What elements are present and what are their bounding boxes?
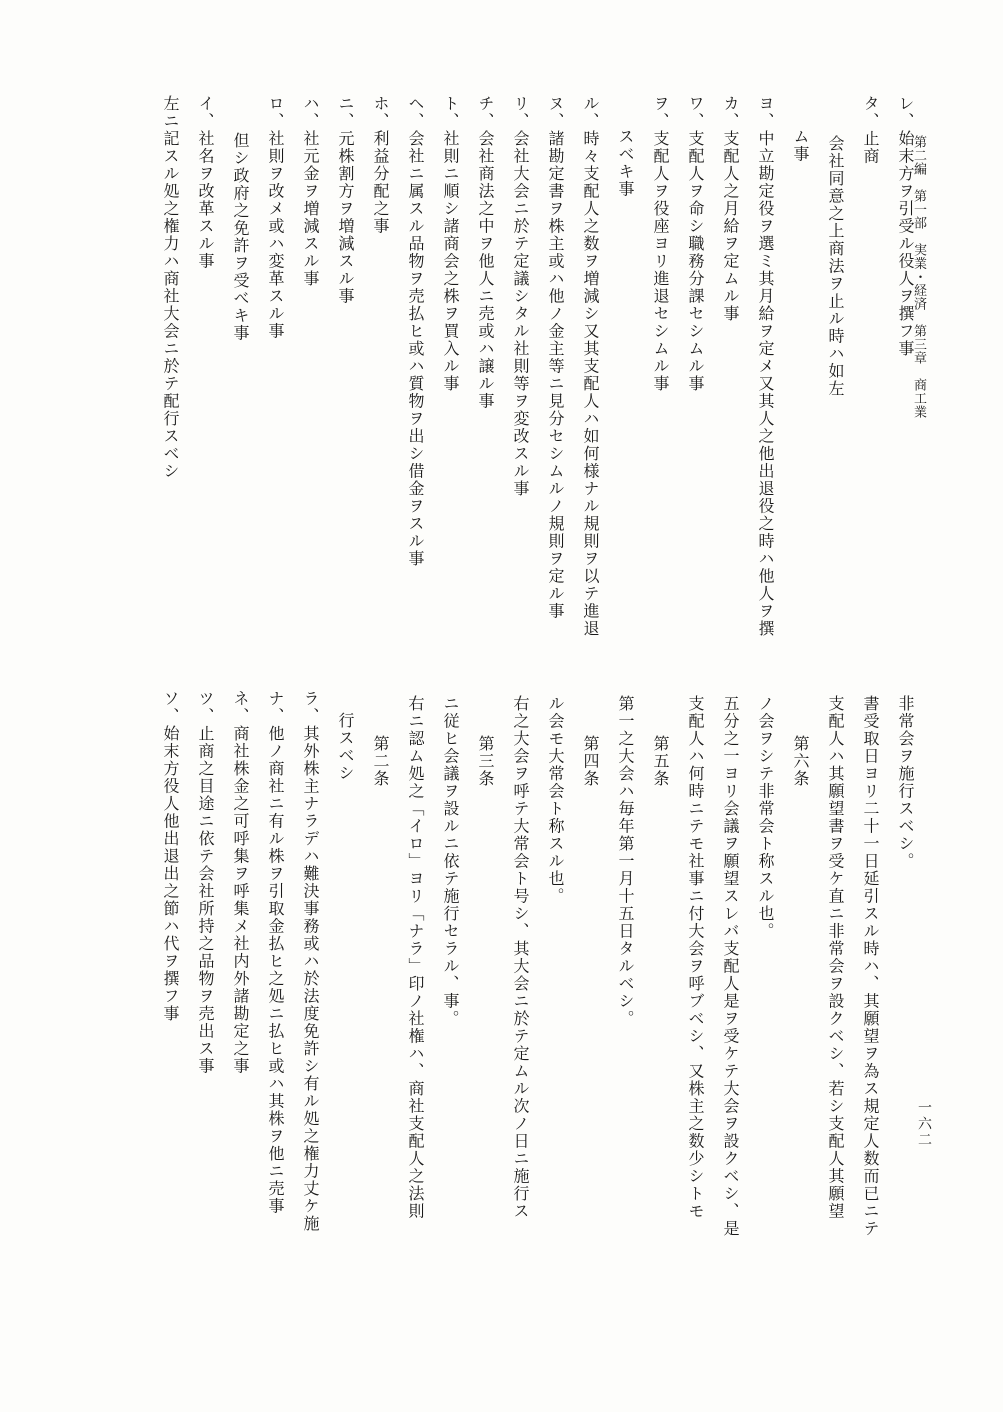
text-line: 左ニ記スル処之権力ハ商社大会ニ於テ配行スベシ	[161, 95, 180, 480]
text-line: ハ、社元金ヲ増減スル事	[301, 95, 320, 288]
text-line: ニ、元株割方ヲ増減スル事	[336, 95, 355, 305]
page-number: 一六二	[916, 1100, 932, 1148]
text-line: 会社同意之上商法ヲ止ル時ハ如左	[826, 135, 845, 398]
text-line: 非常会ヲ施行スベシ。	[896, 695, 915, 870]
text-line: チ、会社商法之中ヲ他人ニ売或ハ譲ル事	[476, 95, 495, 410]
text-line: レ、始末方ヲ引受ル役人ヲ撰フ事	[896, 95, 915, 358]
text-line: ソ、始末方役人他出退出之節ハ代ヲ撰フ事	[161, 690, 180, 1023]
text-line: ヘ、会社ニ属スル品物ヲ売払ヒ或ハ質物ヲ出シ借金ヲスル事	[406, 95, 425, 568]
text-line: ラ、其外株主ナラデハ難決事務或ハ於法度免許シ有ル処之権力丈ケ施	[301, 690, 320, 1233]
running-head: 第二編 第一部 実業・経済 第三章 商工業	[911, 135, 926, 419]
text-line: ヨ、中立勘定役ヲ選ミ其月給ヲ定メ又其人之他出退役之時ハ他人ヲ撰	[756, 95, 775, 638]
text-line: 書受取日ヨリ二十一日延引スル時ハ、其願望ヲ為ス規定人数而已ニテ	[861, 695, 880, 1238]
text-line: ト、社則ニ順シ諸商会之株ヲ買入ル事	[441, 95, 460, 393]
text-line: 支配人ハ何時ニテモ社事ニ付大会ヲ呼ブベシ、又株主之数少シトモ	[686, 695, 705, 1220]
text-line: ナ、他ノ商社ニ有ル株ヲ引取金払ヒ之処ニ払ヒ或ハ其株ヲ他ニ売事	[266, 690, 285, 1215]
text-line: 第一之大会ハ毎年第一月十五日タルベシ。	[616, 695, 635, 1028]
text-line: カ、支配人之月給ヲ定ムル事	[721, 95, 740, 323]
text-line: 行スベシ	[336, 712, 355, 782]
text-line: ツ、止商之目途ニ依テ会社所持之品物ヲ売出ス事	[196, 690, 215, 1075]
text-line: ヌ、諸勘定書ヲ株主或ハ他ノ金主等ニ見分セシムルノ規則ヲ定ル事	[546, 95, 565, 620]
text-line: タ、止商	[861, 95, 880, 165]
text-line: ム事	[791, 128, 810, 163]
text-line: ノ会ヲシテ非常会ト称スル也。	[756, 695, 775, 940]
text-line: 五分之一ヨリ会議ヲ願望スレバ支配人是ヲ受ケテ大会ヲ設クベシ、是	[721, 695, 740, 1238]
text-line: イ、社名ヲ改革スル事	[196, 95, 215, 270]
text-line: ネ、商社株金之可呼集ヲ呼集メ社内外諸勘定之事	[231, 690, 250, 1075]
article-heading: 第三条	[476, 735, 495, 788]
article-heading: 第五条	[651, 735, 670, 788]
text-line: ニ従ヒ会議ヲ設ルニ依テ施行セラル、事。	[441, 695, 460, 1028]
text-line: ロ、社則ヲ改メ或ハ変革スル事	[266, 95, 285, 340]
text-line: ワ、支配人ヲ命シ職務分課セシムル事	[686, 95, 705, 393]
text-line: リ、会社大会ニ於テ定議シタル社則等ヲ変改スル事	[511, 95, 530, 498]
text-line: ヲ、支配人ヲ役座ヨリ進退セシムル事	[651, 95, 670, 393]
article-heading: 第四条	[581, 735, 600, 788]
text-line: 右之大会ヲ呼テ大常会ト号シ、其大会ニ於テ定ムル次ノ日ニ施行ス	[511, 695, 530, 1220]
text-line: 右ニ認ム処之「イロ」ヨリ「ナラ」印ノ社権ハ、商社支配人之法則	[406, 695, 425, 1220]
text-line: 但シ政府之免許ヲ受べキ事	[231, 132, 250, 342]
text-line: ル、時々支配人之数ヲ増減シ又其支配人ハ如何様ナル規則ヲ以テ進退	[581, 95, 600, 638]
article-heading: 第二条	[371, 735, 390, 788]
text-line: ル会モ大常会ト称スル也。	[546, 695, 565, 905]
text-line: 支配人ハ其願望書ヲ受ケ直ニ非常会ヲ設クベシ、若シ支配人其願望	[826, 695, 845, 1220]
article-heading: 第六条	[791, 735, 810, 788]
text-line: ホ、利益分配之事	[371, 95, 390, 235]
text-line: スベキ事	[616, 128, 635, 198]
